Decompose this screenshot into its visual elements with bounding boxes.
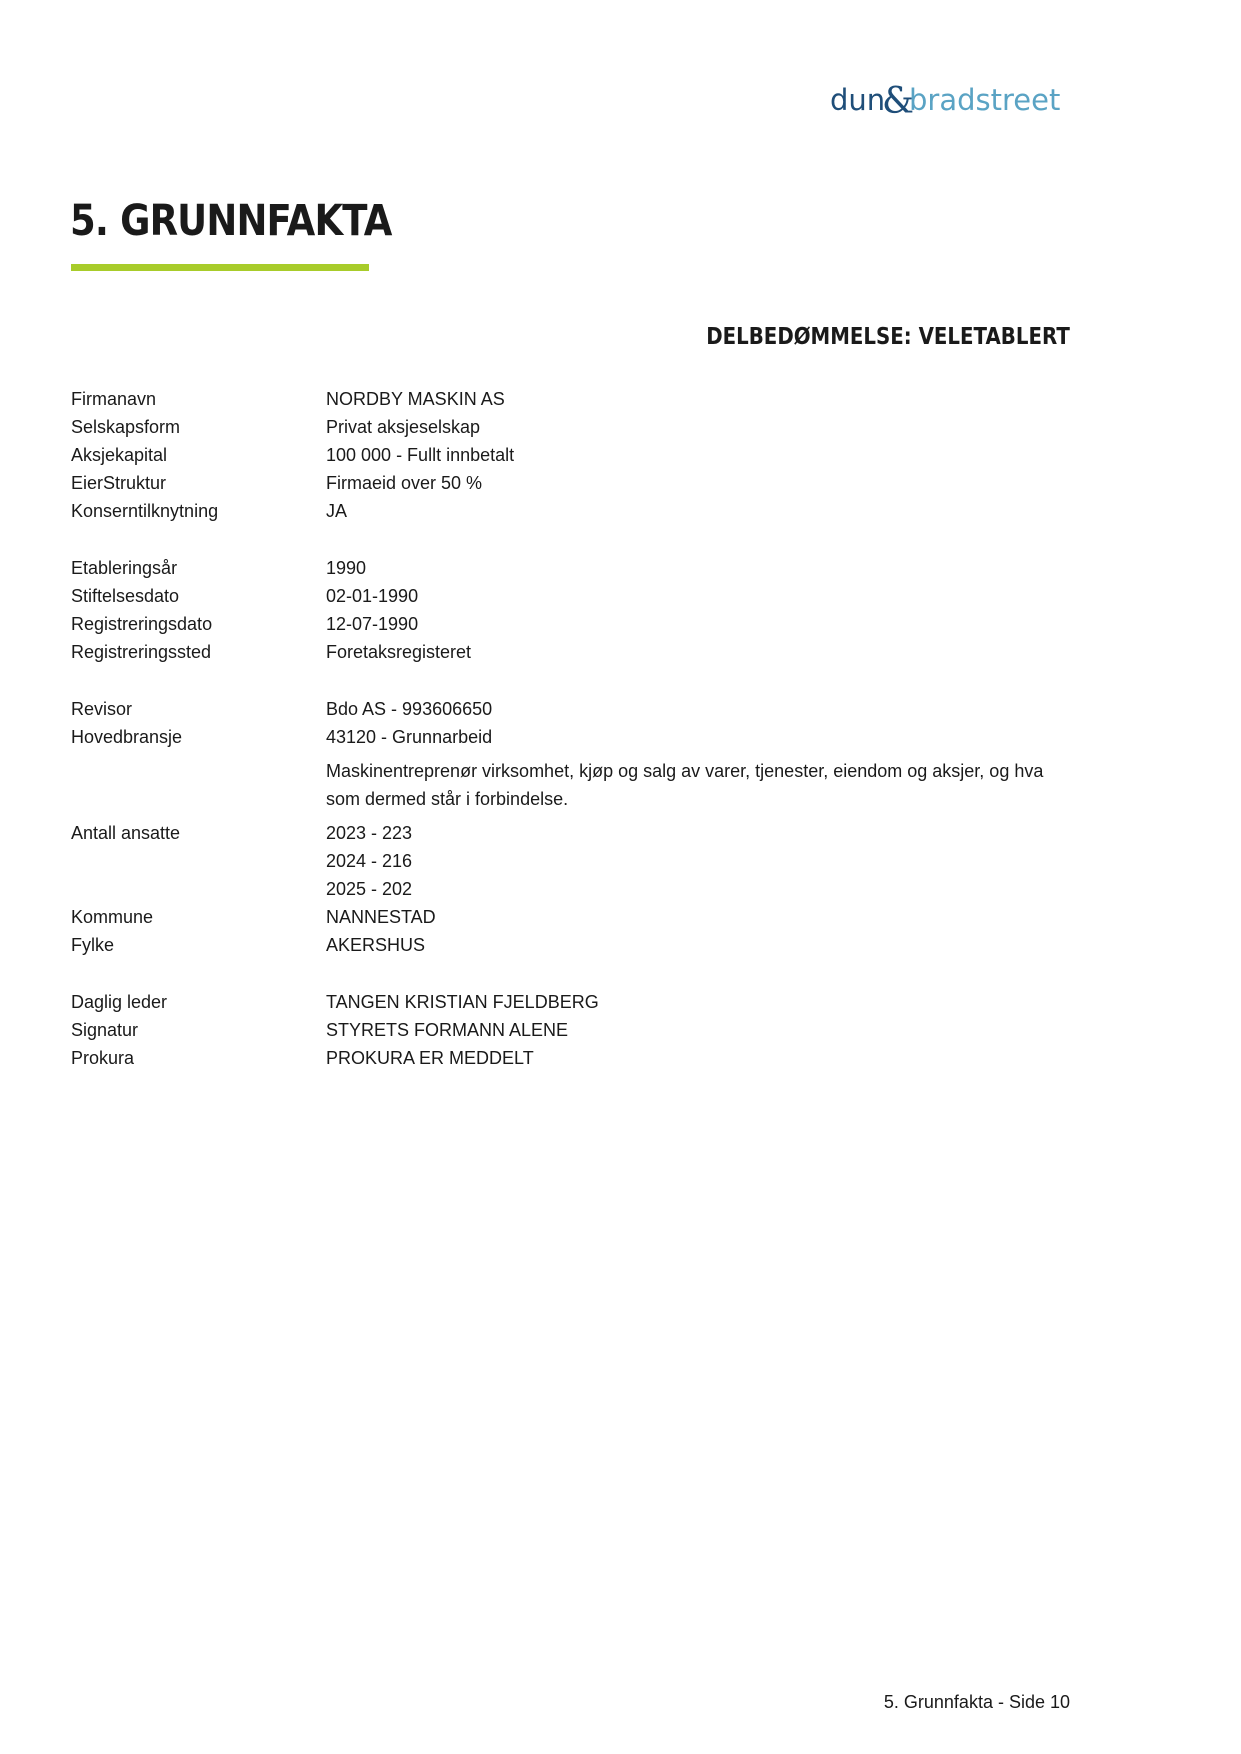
fact-row-ansatte-2025 bbox=[71, 875, 1071, 903]
fact-row-registreringsdato bbox=[71, 610, 1071, 638]
fact-label: Revisor bbox=[71, 699, 133, 719]
fact-row-revisor bbox=[71, 695, 1071, 723]
fact-row-ansatte-2023 bbox=[71, 819, 1071, 847]
fact-value: Foretaksregisteret bbox=[326, 642, 472, 662]
fact-row-fylke bbox=[71, 931, 1071, 959]
fact-value: 1990 bbox=[326, 558, 367, 578]
fact-row-firmanavn bbox=[71, 385, 1071, 413]
fact-label: Konserntilknytning bbox=[71, 501, 219, 521]
fact-value: 2024 - 216 bbox=[326, 851, 413, 871]
fact-label: Fylke bbox=[71, 935, 115, 955]
fact-value: JA bbox=[326, 501, 348, 521]
dun-bradstreet-logo bbox=[830, 80, 1070, 122]
fact-label: Selskapsform bbox=[71, 417, 181, 437]
facts-table bbox=[71, 385, 1071, 1101]
fact-row-kommune bbox=[71, 903, 1071, 931]
logo-bradstreet-text: bradstreet bbox=[909, 83, 1061, 117]
fact-label: Signatur bbox=[71, 1020, 139, 1040]
fact-label: Kommune bbox=[71, 907, 154, 927]
fact-value: 12-07-1990 bbox=[326, 614, 419, 634]
fact-label-empty bbox=[71, 875, 326, 903]
fact-value: 02-01-1990 bbox=[326, 586, 419, 606]
fact-value: NORDBY MASKIN AS bbox=[326, 389, 505, 409]
fact-row-konsern bbox=[71, 497, 1071, 525]
fact-row-stiftelsesdato bbox=[71, 582, 1071, 610]
fact-label: Hovedbransje bbox=[71, 727, 183, 747]
page-title: 5. GRUNNFAKTA bbox=[70, 196, 392, 246]
fact-value: NANNESTAD bbox=[326, 907, 436, 927]
fact-row-etableringsar bbox=[71, 554, 1071, 582]
fact-label: Registreringssted bbox=[71, 642, 212, 662]
fact-label: EierStruktur bbox=[71, 473, 167, 493]
logo-ampersand-text: & bbox=[882, 81, 915, 122]
fact-label: Etableringsår bbox=[71, 558, 178, 578]
fact-value: 2023 - 223 bbox=[326, 823, 413, 843]
fact-value: Firmaeid over 50 % bbox=[326, 473, 483, 493]
business-description: Maskinentreprenør virksomhet, kjøp og salg av varer, tjenester, eiendom og aksjer, og hva som dermed står i forbindelse. bbox=[326, 761, 1044, 809]
fact-row-registreringssted bbox=[71, 638, 1071, 666]
logo-dun-text: dun bbox=[830, 83, 886, 117]
management-group bbox=[71, 988, 1071, 1072]
fact-value: PROKURA ER MEDDELT bbox=[326, 1048, 534, 1068]
fact-row-signatur bbox=[71, 1016, 1071, 1044]
fact-label: Firmanavn bbox=[71, 389, 157, 409]
fact-value: Bdo AS - 993606650 bbox=[326, 699, 493, 719]
title-underline bbox=[71, 264, 369, 271]
fact-label: Stiftelsesdato bbox=[71, 586, 180, 606]
fact-value: Privat aksjeselskap bbox=[326, 417, 481, 437]
fact-value: 100 000 - Fullt innbetalt bbox=[326, 445, 515, 465]
fact-label-empty bbox=[71, 847, 326, 875]
fact-label: Antall ansatte bbox=[71, 823, 181, 843]
section-rating: DELBEDØMMELSE: VELETABLERT bbox=[706, 324, 1070, 350]
fact-row-ansatte-2024 bbox=[71, 847, 1071, 875]
fact-label: Registreringsdato bbox=[71, 614, 213, 634]
fact-row-aksjekapital bbox=[71, 441, 1071, 469]
fact-value: 2025 - 202 bbox=[326, 879, 413, 899]
fact-label: Daglig leder bbox=[71, 992, 168, 1012]
fact-value: TANGEN KRISTIAN FJELDBERG bbox=[326, 992, 599, 1012]
fact-value: STYRETS FORMANN ALENE bbox=[326, 1020, 569, 1040]
registration-group bbox=[71, 554, 1071, 666]
fact-value: AKERSHUS bbox=[326, 935, 426, 955]
fact-row-selskapsform bbox=[71, 413, 1071, 441]
fact-row-description bbox=[71, 757, 1071, 813]
fact-row-eierstruktur bbox=[71, 469, 1071, 497]
fact-label: Prokura bbox=[71, 1048, 135, 1068]
fact-label: Aksjekapital bbox=[71, 445, 168, 465]
business-group bbox=[71, 695, 1071, 959]
company-group bbox=[71, 385, 1071, 525]
page-footer: 5. Grunnfakta - Side 10 bbox=[883, 1692, 1070, 1712]
fact-row-daglig-leder bbox=[71, 988, 1071, 1016]
fact-value: 43120 - Grunnarbeid bbox=[326, 727, 493, 747]
fact-row-hovedbransje bbox=[71, 723, 1071, 751]
fact-row-prokura bbox=[71, 1044, 1071, 1072]
fact-label-empty bbox=[71, 757, 326, 813]
